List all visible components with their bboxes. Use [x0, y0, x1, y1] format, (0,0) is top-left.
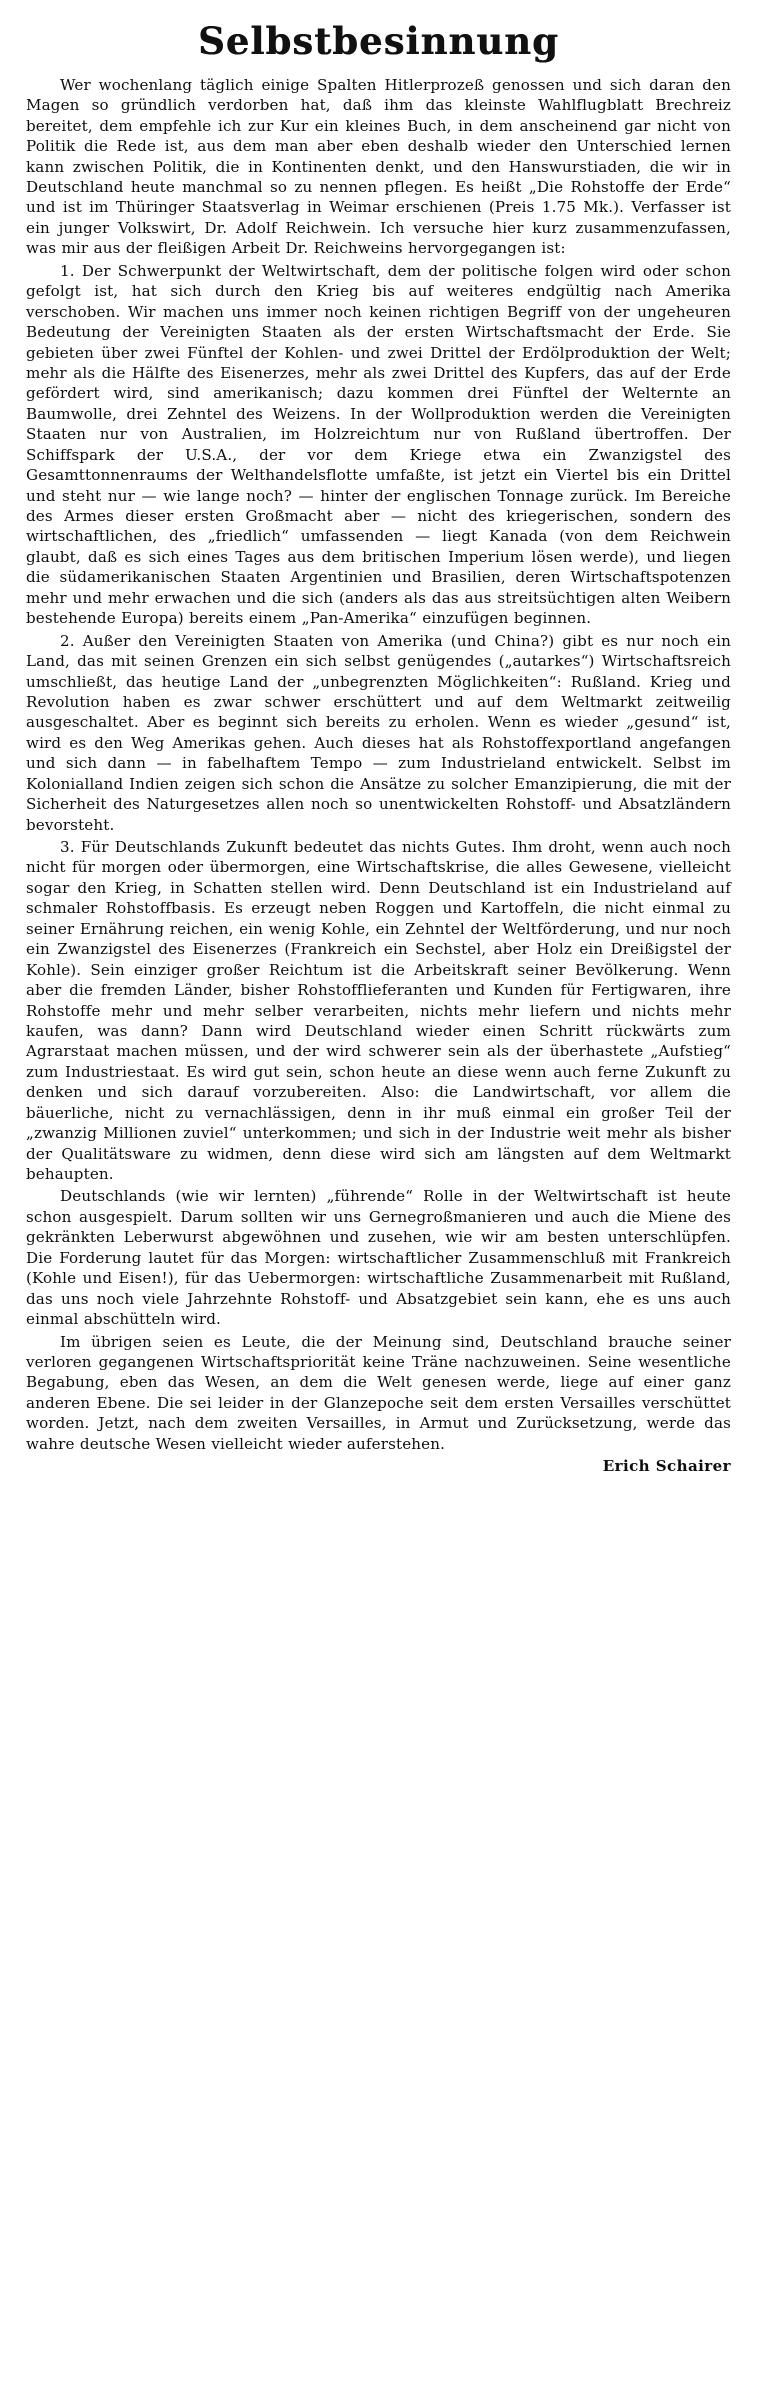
paragraph-5: Deutschlands (wie wir lernten) „führende“ Rolle in der Weltwirtschaft ist heute schon ausgespielt. Darum sollten wir uns Gernegroßmanieren und auch die Miene des gekränkten Leberwurst abgewöhnen und zusehen, wie wir am besten unterschlüpfen. Die Forderung lautet für das Morgen: wirtschaftlicher Zusammenschluß mit Frankreich (Kohle und Eisen!), für das Uebermorgen: wirtschaftliche Zusammenarbeit mit Rußland, das uns noch viele Jahrzehnte Rohstoff- und Absatzgebiet sein kann, ehe es uns auch einmal abschütteln wird. — [26, 1187, 731, 1329]
paragraph-2: 1. Der Schwerpunkt der Weltwirtschaft, dem der politische folgen wird oder schon gefolgt ist, hat sich durch den Krieg bis auf weiteres endgültig nach Amerika verschoben. Wir machen uns immer noch keinen richtigen Begriff von der ungeheuren Bedeutung der Vereinigten Staaten als der ersten Wirtschaftsmacht der Erde. Sie gebieten über zwei Fünftel der Kohlen- und zwei Drittel der Erdölproduktion der Welt; mehr als die Hälfte des Eisenerzes, mehr als zwei Drittel des Kupfers, das auf der Erde gefördert wird, sind amerikanisch; dazu kommen drei Fünftel der Welternte an Baumwolle, drei Zehntel des Weizens. In der Wollproduktion werden die Vereinigten Staaten nur von Australien, im Holzreichtum nur von Rußland übertroffen. Der Schiffspark der U.S.A., der vor dem Kriege etwa ein Zwanzigstel des Gesamttonnenraums der Welthandelsflotte umfaßte, ist jetzt ein Viertel bis ein Drittel und steht nur — wie lange noch? — hinter der englischen Tonnage zurück. Im Bereiche des Armes dieser ersten Großmacht aber — nicht des kriegerischen, sondern des wirtschaftlichen, des „friedlich“ umfassenden — liegt Kanada (von dem Reichwein glaubt, daß es sich eines Tages aus dem britischen Imperium lösen werde), und liegen die südamerikanischen Staaten Argentinien und Brasilien, deren Wirtschaftspotenzen mehr und mehr erwachen und die sich (anders als das aus streitsüchtigen alten Weibern bestehende Europa) bereits einem „Pan-Amerika“ einzufügen beginnen. — [26, 261, 731, 628]
article-body — [26, 75, 731, 1454]
paragraph-1: Wer wochenlang täglich einige Spalten Hitlerprozeß genossen und sich daran den Magen so gründlich verdorben hat, daß ihm das kleinste Wahlflugblatt Brechreiz bereitet, dem empfehle ich zur Kur ein kleines Buch, in dem anscheinend gar nicht von Politik die Rede ist, aus dem man aber eben deshalb wieder den Unterschied lernen kann zwischen Politik, die in Kontinenten denkt, und den Hanswurstiaden, die wir in Deutschland heute manchmal so zu nennen pflegen. Es heißt „Die Rohstoffe der Erde“ und ist im Thüringer Staatsverlag in Weimar erschienen (Preis 1.75 Mk.). Verfasser ist ein junger Volkswirt, Dr. Adolf Reichwein. Ich versuche hier kurz zusammenzufassen, was mir aus der fleißigen Arbeit Dr. Reichweins hervorgegangen ist: — [26, 75, 731, 258]
paragraph-4: 3. Für Deutschlands Zukunft bedeutet das nichts Gutes. Ihm droht, wenn auch noch nicht für morgen oder übermorgen, eine Wirtschaftskrise, die alles Gewesene, vielleicht sogar den Krieg, in Schatten stellen wird. Denn Deutschland ist ein Industrieland auf schmaler Rohstoffbasis. Es erzeugt neben Roggen und Kartoffeln, die nicht einmal zu seiner Ernährung reichen, ein wenig Kohle, ein Zehntel der Weltförderung, und nur noch ein Zwanzigstel des Eisenerzes (Frankreich ein Sechstel, aber Holz ein Dreißigstel der Kohle). Sein einziger großer Reichtum ist die Arbeitskraft seiner Bevölkerung. Wenn aber die fremden Länder, bisher Rohstofflieferanten und Kunden für Fertigwaren, ihre Rohstoffe mehr und mehr selber verarbeiten, nichts mehr liefern und nichts mehr kaufen, was dann? Dann wird Deutschland wieder einen Schritt rückwärts zum Agrarstaat machen müssen, und der wird schwerer sein als der überhastete „Aufstieg“ zum Industriestaat. Es wird gut sein, schon heute an diese wenn auch ferne Zukunft zu denken und sich darauf vorzubereiten. Also: die Landwirtschaft, vor allem die bäuerliche, nicht zu vernachlässigen, denn in ihr muß einmal ein großer Teil der „zwanzig Millionen zuviel“ unterkommen; und sich in der Industrie weit mehr als bisher der Qualitätsware zu widmen, denn diese wird sich am längsten auf dem Weltmarkt behaupten. — [26, 838, 731, 1184]
paragraph-3: 2. Außer den Vereinigten Staaten von Amerika (und China?) gibt es nur noch ein Land, das mit seinen Grenzen ein sich selbst genügendes („autarkes“) Wirtschaftsreich umschließt, das heutige Land der „unbegrenzten Möglichkeiten“: Rußland. Krieg und Revolution haben es zwar schwer erschüttert und auf dem Weltmarkt zeitweilig ausgeschaltet. Aber es beginnt sich bereits zu erholen. Wenn es wieder „gesund“ ist, wird es den Weg Amerikas gehen. Auch dieses hat als Rohstoffexportland angefangen und sich dann — in fabelhaftem Tempo — zum Industrieland entwickelt. Selbst im Kolonialland Indien zeigen sich schon die Ansätze zu solcher Emanzipierung, die mit der Sicherheit des Naturgesetzes allen noch so unentwickelten Rohstoff- und Absatzländern bevorsteht. — [26, 631, 731, 834]
paragraph-6: Im übrigen seien es Leute, die der Meinung sind, Deutschland brauche seiner verloren gegangenen Wirtschaftspriorität keine Träne nachzuweinen. Seine wesentliche Begabung, eben das Wesen, an dem die Welt genesen werde, liege auf einer ganz anderen Ebene. Die sei leider in der Glanzepoche seit dem ersten Versailles verschüttet worden. Jetzt, nach dem zweiten Versailles, in Armut und Zurücksetzung, werde das wahre deutsche Wesen vielleicht wieder auferstehen. — [26, 1332, 731, 1453]
author-signature: Erich Schairer — [602, 1457, 731, 1476]
page-title: Selbstbesinnung — [198, 19, 559, 63]
